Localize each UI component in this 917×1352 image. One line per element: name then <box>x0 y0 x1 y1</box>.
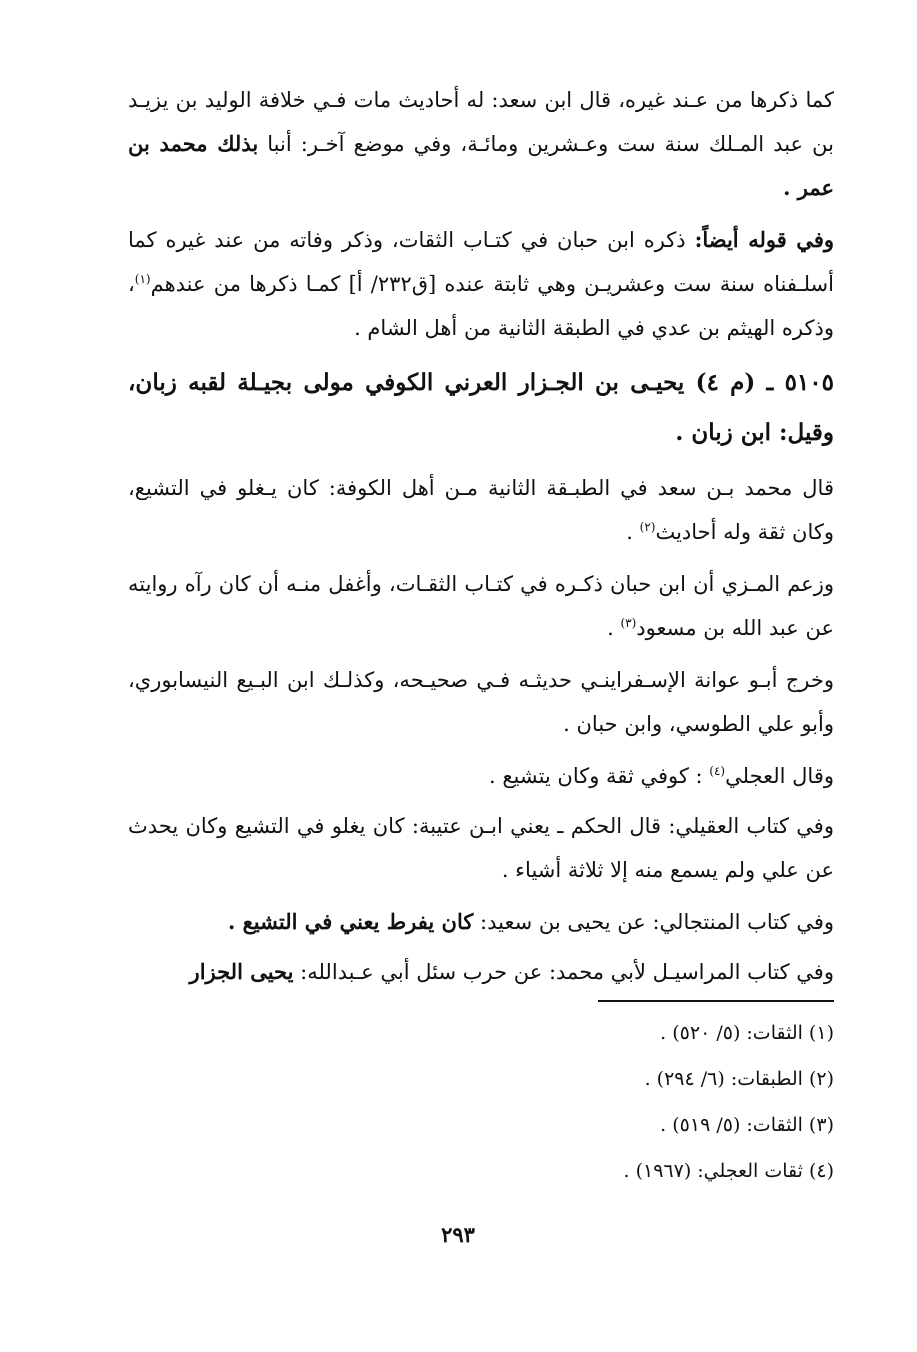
paragraph-9-bold: يحيى الجزار <box>189 959 294 984</box>
footnotes <box>128 1010 834 1194</box>
paragraph-8 <box>128 900 834 944</box>
paragraph-9-text: وفي كتاب المراسيـل لأبي محمد: عن حرب سئل أبي عـبدالله: <box>300 960 834 984</box>
paragraph-3-tail: . <box>626 520 640 544</box>
footnote-3: (٣) الثقات: (٥/ ٥١٩) . <box>660 1114 834 1136</box>
footnote-4: (٤) ثقات العجلي: (١٩٦٧) . <box>623 1160 834 1182</box>
page-number: ٢٩٣ <box>441 1222 475 1247</box>
footnote-separator <box>598 1000 834 1002</box>
paragraph-8-lead: وفي كتاب المنتجالي: عن يحيى بن سعيد: <box>480 910 834 934</box>
paragraph-2-text: ذكره ابن حبان في كتـاب الثقات، وذكر وفاته من عند غيره كما أسلـفناه سنة ست وعشريـن وهي ثابتة عنده [ق٢٣٢/ أ] كمـا ذكرها من عندهم <box>128 228 834 296</box>
footnote-ref-3[interactable]: (٣) <box>620 616 637 630</box>
paragraph-4-text: وزعم المـزي أن ابن حبان ذكـره في كتـاب الثقـات، وأغفل منـه أن كان رآه روايته عن عبد الله بن مسعود <box>128 572 834 640</box>
paragraph-8-bold: كان يفرط يعني في التشيع . <box>228 909 474 934</box>
paragraph-2 <box>128 218 834 350</box>
paragraph-2-lead: وفي قوله أيضاً: <box>694 227 834 252</box>
entry-heading: ٥١٠٥ ـ (م ٤) يحيـى بن الجـزار العرني الكوفي مولى بجيـلة لقبه زبان، وقيل: ابن زبان . <box>128 369 834 446</box>
paragraph-6-text: وقال العجلي <box>725 764 834 788</box>
paragraph-3-text: قال محمد بـن سعد في الطبـقة الثانية مـن أهل الكوفة: كان يـغلو في التشيع، وكان ثقة وله أحاديث <box>128 476 834 544</box>
footnote-1: (١) الثقات: (٥/ ٥٢٠) . <box>660 1022 834 1044</box>
paragraph-1 <box>128 78 834 210</box>
paragraph-7: وفي كتاب العقيلي: قال الحكم ـ يعني ابـن عتيبة: كان يغلو في التشيع وكان يحدث عن علي ولم يسمع منه إلا ثلاثة أشياء . <box>128 814 834 882</box>
paragraph-1-bold: بذلك محمد بن عمر . <box>128 131 834 200</box>
paragraph-4 <box>128 562 834 650</box>
paragraph-9 <box>128 950 834 994</box>
footnote-ref-4[interactable]: (٤) <box>709 764 726 778</box>
paragraph-6 <box>128 754 834 798</box>
footnote-ref-2[interactable]: (٢) <box>639 520 656 534</box>
paragraph-3 <box>128 466 834 554</box>
paragraph-2-tail: ، وذكره الهيثم بن عدي في الطبقة الثانية من أهل الشام . <box>128 272 834 340</box>
paragraph-5: وخرج أبـو عوانة الإسـفراينـي حديثـه فـي صحيـحه، وكذلـك ابن البـيع النيسابوري، وأبو علي الطوسي، وابن حبان . <box>128 668 834 736</box>
paragraph-4-tail: . <box>607 616 621 640</box>
footnote-2: (٢) الطبقات: (٦/ ٢٩٤) . <box>644 1068 834 1090</box>
paragraph-6-tail: : كوفي ثقة وكان يتشيع . <box>488 764 710 788</box>
footnote-ref-1[interactable]: (١) <box>134 272 151 286</box>
main-text <box>128 78 834 1002</box>
paragraph-1-text: كما ذكرها من عـند غيره، قال ابن سعد: له أحاديث مات فـي خلافة الوليد بن يزيـد بن عبد المـلك سنة ست وعـشرين ومائـة، وفي موضع آخـر: أنبا <box>128 88 834 156</box>
